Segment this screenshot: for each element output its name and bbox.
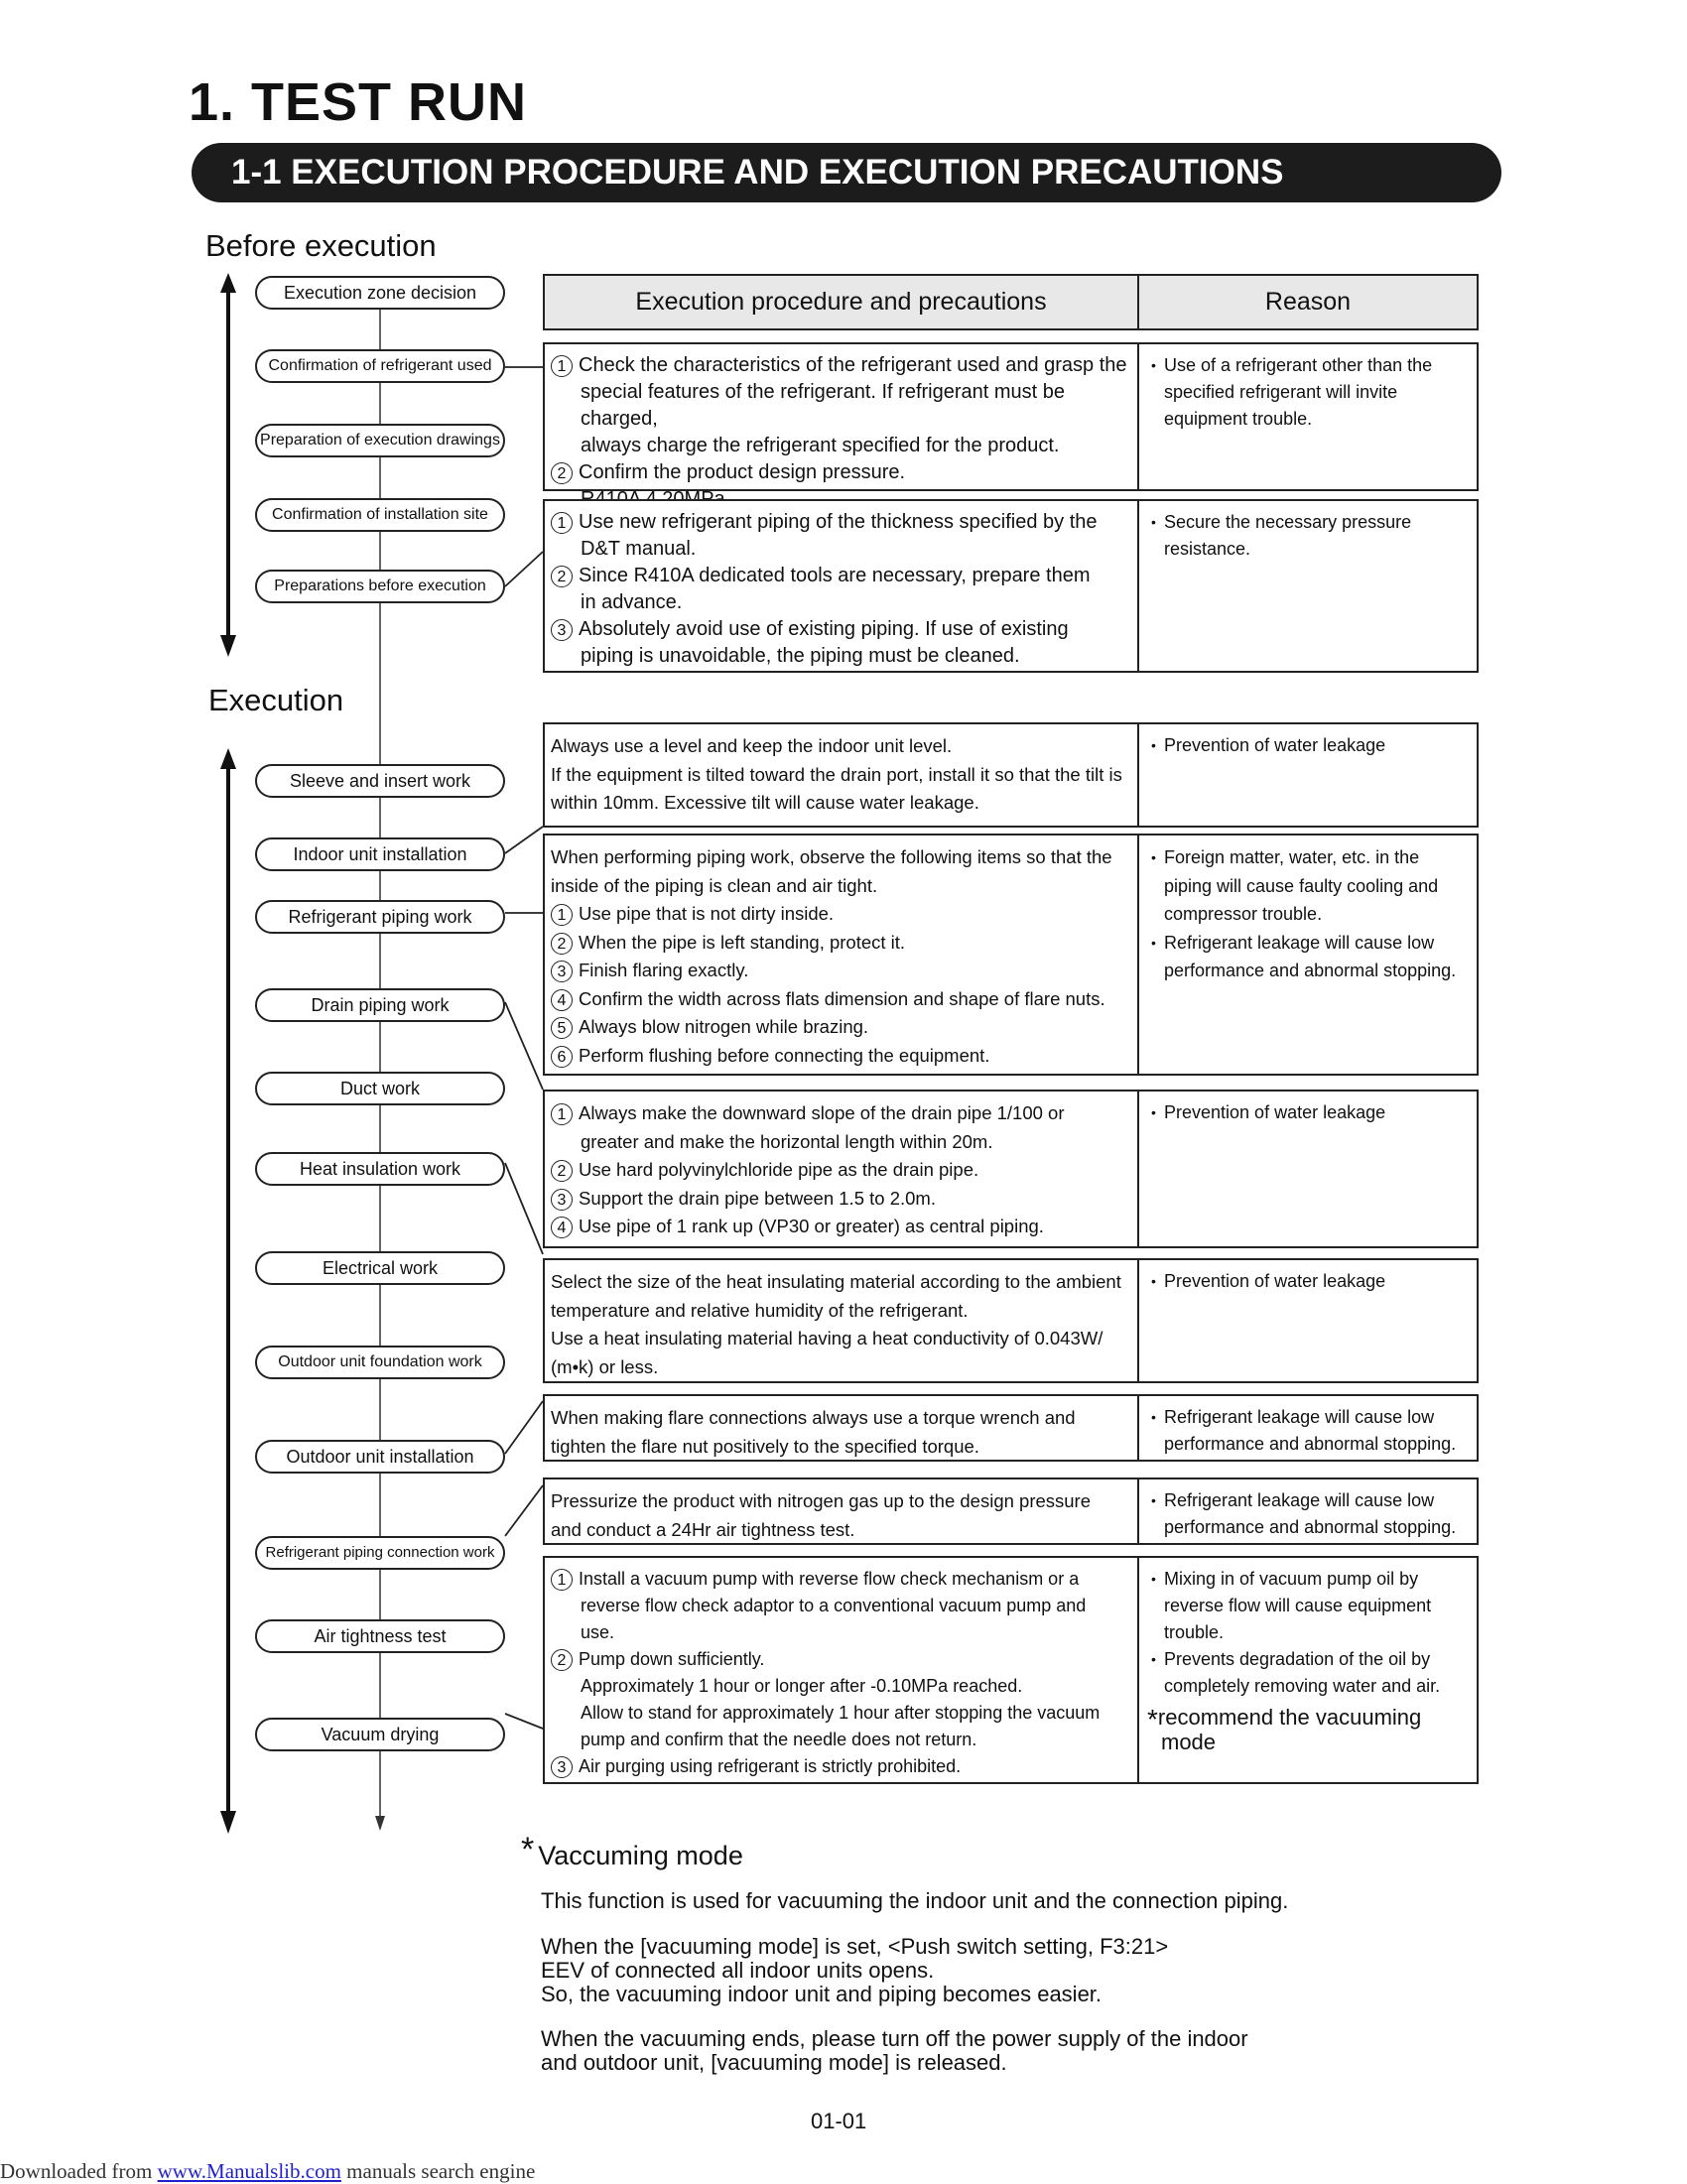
row-refrigerant-confirmation: 1 Check the characteristics of the refrigerant used and grasp the special features of the refrigerant. If refrigerant must be charged, always charge the refrigerant specified for the product. 2 Confirm the product design pressure. • Use of a refrigerant other than the specified refrigerant will invite equipment trouble.: [543, 342, 1479, 491]
flow-step-outdoor-unit-installation: Outdoor unit installation: [255, 1440, 505, 1474]
row-vacuum-drying: 1 Install a vacuum pump with reverse flow check mechanism or a reverse flow check adaptor to a conventional vacuum pump and use. 2 Pump down sufficiently. Approximately 1 hour or longer after -0.10MPa reached. Allow to stand for approximately 1 hour after stopping the vacuum pump and confirm that the needle does not return. 3 Air purging using refrigerant is strictly prohibited. • Mixing in of vacuum pump oil by reverse flow will cause equipment trouble. • Prevents degradation of the oil by completely removing water and air. *recommend the vacuuming mode: [543, 1556, 1479, 1784]
flow-step-refrigerant-piping: Refrigerant piping work: [255, 900, 505, 934]
vacuuming-mode-setting: When the [vacuuming mode] is set, <Push switch setting, F3:21> EEV of connected all indoor units opens. So, the vacuuming indoor unit and piping becomes easier.: [541, 1934, 1169, 2006]
page-number: 01-01: [811, 2109, 867, 2133]
page-title: 1. TEST RUN: [189, 72, 528, 132]
header-procedure: Execution procedure and precautions: [543, 274, 1139, 330]
row-drain-piping-work: 1 Always make the downward slope of the drain pipe 1/100 or greater and make the horizontal length within 20m. 2 Use hard polyvinylchloride pipe as the drain pipe. 3 Support the drain pipe between 1.5 to 2.0m. 4 Use pipe of 1 rank up (VP30 or greater) as central piping. • Prevention of water leakage: [543, 1090, 1479, 1248]
execution-arrow: [220, 748, 236, 1834]
flow-step-preparation-of-drawings: Preparation of execution drawings: [255, 424, 505, 457]
flow-step-air-tightness-test: Air tightness test: [255, 1619, 505, 1653]
flow-step-indoor-unit-installation: Indoor unit installation: [255, 837, 505, 871]
vacuuming-mode-desc: This function is used for vacuuming the indoor unit and the connection piping.: [541, 1888, 1289, 1913]
flow-step-confirmation-of-refrigerant: Confirmation of refrigerant used: [255, 349, 505, 383]
flow-step-preparations-before-execution: Preparations before execution: [255, 570, 505, 603]
phase-before-label: Before execution: [205, 228, 437, 263]
row-refrigerant-piping-work: When performing piping work, observe the following items so that the inside of the piping is clean and air tight. 1 Use pipe that is not dirty inside. 2 When the pipe is left standing, protect it. 3 Finish flaring exactly. 4 Confirm the width across flats dimension and shape of flare nuts. 5 Always blow nitrogen while brazing. 6 Perform flushing before connecting the equipment. • Foreign matter, water, etc. in the piping will cause faulty cooling and compressor trouble. • Refrigerant leakage will cause low performance and abnormal stopping.: [543, 834, 1479, 1076]
row-air-tightness: Pressurize the product with nitrogen gas up to the design pressure and conduct a 24Hr air tightness test. • Refrigerant leakage will cause low performance and abnormal stopping.: [543, 1477, 1479, 1545]
row-indoor-unit-level: Always use a level and keep the indoor unit level. If the equipment is tilted toward the drain port, install it so that the tilt is within 10mm. Excessive tilt will cause water leakage. • Prevention of water leakage: [543, 722, 1479, 828]
row-piping-preparation: 1 Use new refrigerant piping of the thickness specified by the D&T manual. 2 Since R410A dedicated tools are necessary, prepare them in advance. 3 Absolutely avoid use of existing piping. If use of existing piping is unavoidable, the piping must be cleaned. • Secure the necessary pressure resistance.: [543, 499, 1479, 673]
flow-step-drain-piping: Drain piping work: [255, 988, 505, 1022]
flow-step-vacuum-drying: Vacuum drying: [255, 1718, 505, 1751]
flow-step-execution-zone-decision: Execution zone decision: [255, 276, 505, 310]
before-execution-arrow: [220, 273, 236, 657]
row-flare-connections: When making flare connections always use a torque wrench and tighten the flare nut positively to the specified torque. • Refrigerant leakage will cause low performance and abnormal stopping.: [543, 1394, 1479, 1462]
header-reason: Reason: [1137, 274, 1479, 330]
flow-step-refrigerant-piping-connection: Refrigerant piping connection work: [255, 1536, 505, 1570]
vacuuming-mode-heading: * Vaccuming mode: [521, 1831, 743, 1870]
manualslib-link[interactable]: www.Manualslib.com: [157, 2159, 341, 2183]
section-banner: 1-1 EXECUTION PROCEDURE AND EXECUTION PRECAUTIONS: [192, 143, 1501, 202]
flow-step-confirmation-of-site: Confirmation of installation site: [255, 498, 505, 532]
flow-step-heat-insulation: Heat insulation work: [255, 1152, 505, 1186]
vacuuming-mode-release: When the vacuuming ends, please turn off the power supply of the indoor and outdoor unit, [vacuuming mode] is released.: [541, 2026, 1248, 2075]
flow-step-outdoor-unit-foundation: Outdoor unit foundation work: [255, 1346, 505, 1379]
flow-step-duct-work: Duct work: [255, 1072, 505, 1105]
vacuuming-mode-note: *recommend the vacuuming mode: [1147, 1704, 1422, 1754]
phase-execution-label: Execution: [208, 683, 344, 717]
row-heat-insulation: Select the size of the heat insulating material according to the ambient temperature and relative humidity of the refrigerant. Use a heat insulating material having a heat conductivity of 0.043W/ (m•k) or less. • Prevention of water leakage: [543, 1258, 1479, 1383]
flow-step-electrical-work: Electrical work: [255, 1251, 505, 1285]
download-footer: Downloaded from www.Manualslib.com manuals search engine: [0, 2159, 536, 2183]
flow-step-sleeve-and-insert: Sleeve and insert work: [255, 764, 505, 798]
